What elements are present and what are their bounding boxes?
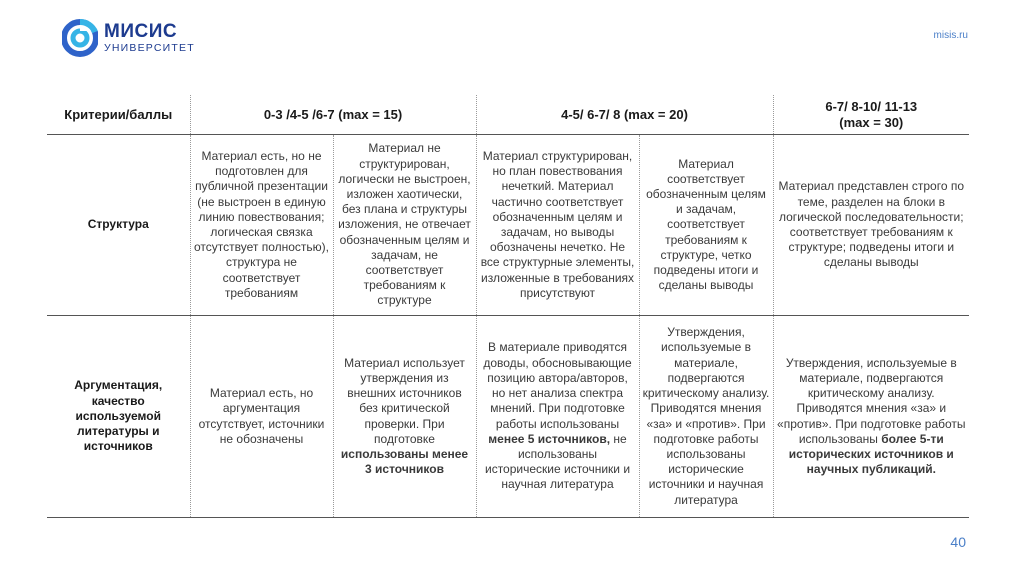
table-cell: Материал не структурирован, логически не выстроен, изложен хаотически, без плана и структуры изложения, не отвечает обозначенным целям и задачам, не соответствует требованиям к структуре: [333, 135, 476, 316]
table-cell: Утверждения, используемые в материале, подвергаются критическому анализу. Приводятся мнения «за» и «против». При подготовке работы использованы исторические источники и научная литература: [639, 316, 773, 518]
header-range-2: 4-5/ 6-7/ 8 (max = 20): [476, 95, 773, 135]
page-number: 40: [950, 534, 966, 550]
header-criteria: Критерии/баллы: [47, 95, 190, 135]
table-cell: Материал есть, но не подготовлен для публичной презентации (не выстроен в единую линию повествования; логическая связка отсутствует полностью), структура не соответствует требованиям: [190, 135, 333, 316]
site-link[interactable]: misis.ru: [933, 30, 968, 41]
cell-text: не использованы исторические источники и научная литература: [484, 431, 631, 492]
table-cell: [333, 316, 476, 518]
misis-logo: [62, 16, 195, 60]
cell-text-bold: более 5-ти исторических источников и научных публикаций.: [788, 431, 954, 477]
criteria-table: [47, 95, 969, 518]
table-cell: [476, 316, 639, 518]
logo-subtitle: УНИВЕРСИТЕТ: [104, 42, 195, 55]
logo-name: МИСИС: [104, 21, 178, 43]
cell-text: В материале приводятся доводы, обосновывающие позицию автора/авторов, но нет анализа спектра мнений. При подготовке работы использованы: [483, 340, 632, 431]
header-range-3-line1: 6-7/ 8-10/ 11-13: [825, 99, 918, 115]
cell-text-bold: использованы менее 3 источников: [340, 446, 469, 477]
header-range-1: 0-3 /4-5 /6-7 (max = 15): [190, 95, 476, 135]
cell-text-bold: менее 5 источников,: [488, 431, 611, 446]
cell-text: Материал использует утверждения из внешних источников без критической проверки. При подготовке: [344, 355, 465, 446]
table-cell: [773, 316, 969, 518]
table-row: [47, 316, 969, 518]
table-row: [47, 135, 969, 316]
table-cell: Материал представлен строго по теме, разделен на блоки в логической последовательности; соответствует требованиям к структуре; подведены итоги и сделаны выводы: [773, 135, 969, 316]
cell-text: Утверждения, используемые в материале, подвергаются критическому анализу. Приводятся мнения «за» и «против». При подготовке работы использованы: [777, 355, 966, 446]
header-range-3: [773, 95, 969, 135]
criterion-argumentation: Аргументация, качество используемой литературы и источников: [47, 316, 190, 518]
table-cell: Материал структурирован, но план повествования нечеткий. Материал частично соответствует обозначенным целям и задачам, но выводы обозначены нечетко. Не все структурные элементы, изложенные в требованиях присутствуют: [476, 135, 639, 316]
criterion-structure: Структура: [47, 135, 190, 316]
table-header-row: [47, 95, 969, 135]
table-cell: Материал соответствует обозначенным целям и задачам, соответствует требованиям к структуре, четко подведены итоги и сделаны выводы: [639, 135, 773, 316]
table-cell: Материал есть, но аргументация отсутствует, источники не обозначены: [190, 316, 333, 518]
misis-logo-icon: [62, 18, 98, 58]
header-range-3-line2: (max = 30): [839, 114, 904, 130]
